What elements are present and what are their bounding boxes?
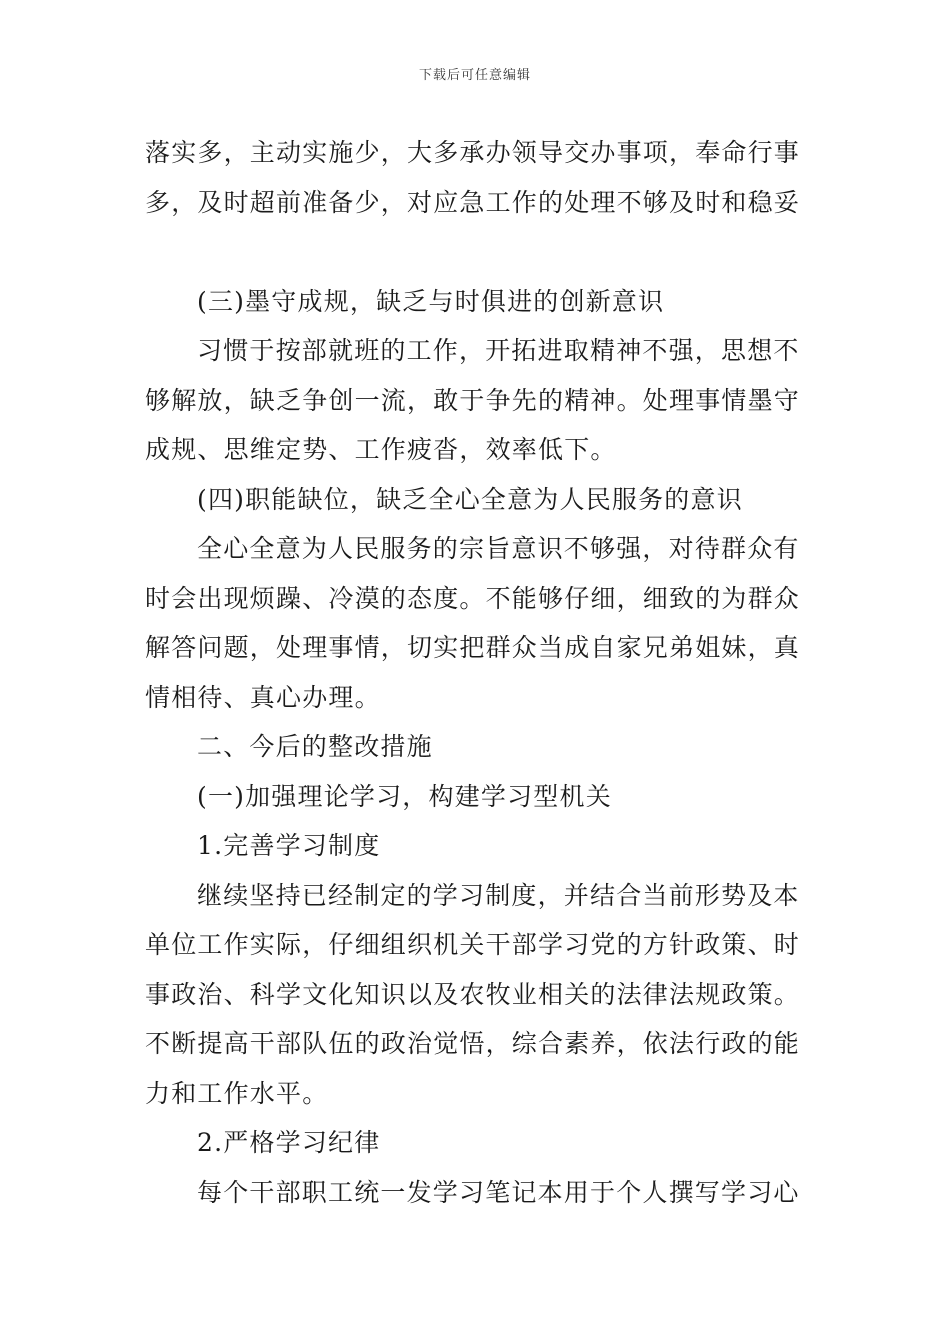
text-line: (三)墨守成规，缺乏与时俱进的创新意识 (197, 286, 665, 316)
text-line: 多，及时超前准备少，对应急工作的处理不够及时和稳妥 (145, 187, 801, 217)
text-line: 习惯于按部就班的工作，开拓进取精神不强，思想不 (197, 336, 800, 365)
page-header: 下载后可任意编辑 (418, 68, 531, 83)
text-line: 单位工作实际，仔细组织机关干部学习党的方针政策、时 (145, 930, 801, 959)
text-line: 全心全意为人民服务的宗旨意识不够强，对待群众有 (197, 534, 800, 563)
text-line: 2.严格学习纪律 (197, 1128, 381, 1157)
text-line: (一)加强理论学习，构建学习型机关 (197, 781, 612, 811)
text-line: 够解放，缺乏争创一流，敢于争先的精神。处理事情墨守 (145, 385, 801, 415)
text-line: (四)职能缺位，缺乏全心全意为人民服务的意识 (197, 484, 743, 514)
text-line: 解答问题，处理事情，切实把群众当成自家兄弟姐妹，真 (145, 633, 801, 662)
text-line: 1.完善学习制度 (197, 831, 381, 860)
blank-line (145, 227, 807, 277)
text-line: 落实多，主动实施少，大多承办领导交办事项，奉命行事 (145, 138, 801, 167)
text-line: 二、今后的整改措施 (197, 732, 433, 761)
document-body (145, 128, 807, 1217)
text-line: 继续坚持已经制定的学习制度，并结合当前形势及本 (197, 880, 800, 910)
text-line: 力和工作水平。 (145, 1078, 329, 1108)
text-line: 事政治、科学文化知识以及农牧业相关的法律法规政策。 (145, 979, 801, 1009)
text-line: 成规、思维定势、工作疲沓，效率低下。 (145, 435, 617, 464)
text-line: 情相待、真心办理。 (145, 682, 381, 712)
text-line: 每个干部职工统一发学习笔记本用于个人撰写学习心 (197, 1177, 800, 1207)
text-line: 时会出现烦躁、冷漠的态度。不能够仔细，细致的为群众 (145, 583, 801, 613)
text-line: 不断提高干部队伍的政治觉悟，综合素养，依法行政的能 (145, 1029, 801, 1058)
